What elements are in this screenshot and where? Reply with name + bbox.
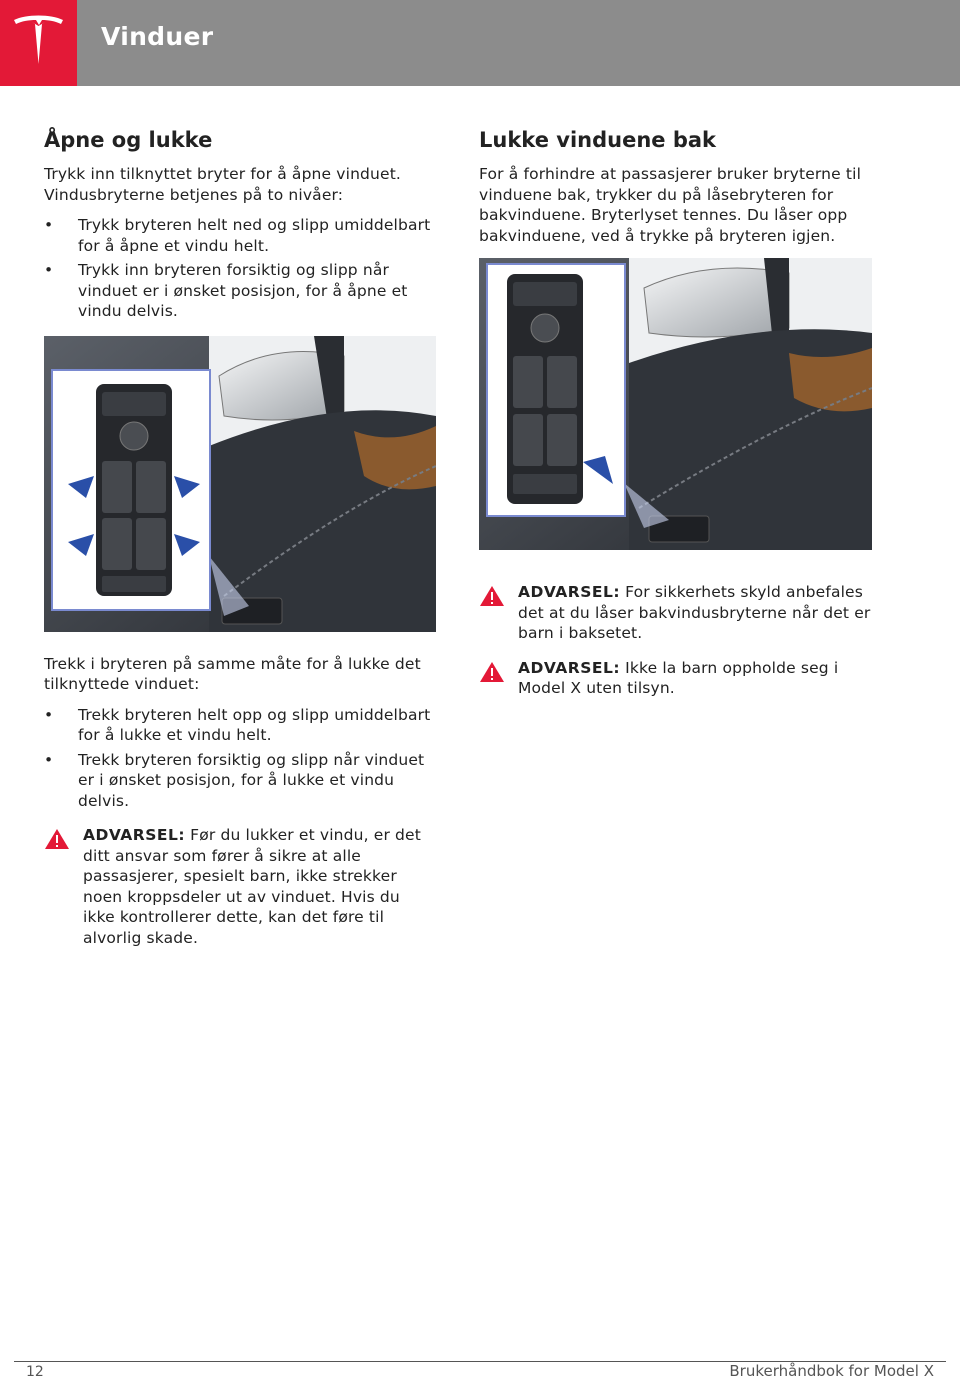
- list-item: • Trekk bryteren helt opp og slipp umiddelbart for å lukke et vindu helt.: [44, 705, 431, 744]
- manual-title: Brukerhåndbok for Model X: [729, 1362, 934, 1380]
- bullet: •: [44, 216, 54, 234]
- warning-icon: [44, 828, 70, 850]
- page-number: 12: [26, 1364, 44, 1380]
- close-intro-paragraph: Trekk i bryteren på samme måte for å lukke det tilknyttede vinduet:: [44, 654, 421, 693]
- tesla-logo: [0, 0, 77, 86]
- close-bullet-list: [44, 705, 436, 812]
- warning-icon: [479, 585, 505, 607]
- tesla-logo-icon: [12, 14, 65, 72]
- warning-label: ADVARSEL:: [518, 583, 621, 601]
- rear-intro-paragraph: For å forhindre at passasjerer bruker bryterne til vinduene bak, trykker du på låsebryteren for bakvinduene. Bryterlyset tennes. Du låser opp bakvinduene, ved å trykke på bryteren igjen.: [479, 165, 862, 245]
- page-title: Vinduer: [101, 22, 214, 51]
- warning-label: ADVARSEL:: [518, 658, 621, 677]
- warning-label: ADVARSEL:: [83, 826, 186, 844]
- list-item: • Trykk bryteren helt ned og slipp umiddelbart for å åpne et vindu helt.: [44, 216, 431, 255]
- warning-text: Ikke la barn oppholde seg i Model X uten tilsyn.: [518, 658, 839, 697]
- right-column: [479, 128, 872, 713]
- section-heading-open-close: Åpne og lukke: [44, 128, 213, 152]
- warning-text: Før du lukker et vindu, er det ditt ansvar som fører å sikre at alle passasjerer, spesielt barn, ikke strekker noen kroppsdeler ut av vinduet. Hvis du ikke kontrollerer dette, kan det føre til alvorlig skade.: [83, 826, 421, 947]
- warning-block: [479, 582, 872, 644]
- bullet: •: [44, 750, 54, 769]
- warning-icon: [479, 661, 505, 683]
- bullet: •: [44, 261, 54, 279]
- warning-text: For sikkerhets skyld anbefales det at du låser bakvindusbryterne når det er barn i baksetet.: [518, 583, 871, 642]
- warning-block: [44, 825, 436, 948]
- bullet: •: [44, 705, 54, 724]
- warning-block: [479, 658, 872, 699]
- open-bullet-list: [44, 215, 436, 322]
- page-header: [0, 0, 960, 86]
- section-heading-rear-windows: Lukke vinduene bak: [479, 128, 716, 152]
- list-item: • Trekk bryteren forsiktig og slipp når vinduet er i ønsket posisjon, for å lukke et vindu delvis.: [44, 750, 425, 810]
- window-switch-illustration: [44, 336, 436, 632]
- rear-lock-switch-illustration: [479, 258, 872, 550]
- intro-paragraph: Trykk inn tilknyttet bryter for å åpne vinduet. Vindusbryterne betjenes på to nivåer:: [44, 165, 401, 204]
- list-item: • Trykk inn bryteren forsiktig og slipp når vinduet er i ønsket posisjon, for å åpne et vindu delvis.: [44, 261, 408, 320]
- left-column: [44, 128, 436, 962]
